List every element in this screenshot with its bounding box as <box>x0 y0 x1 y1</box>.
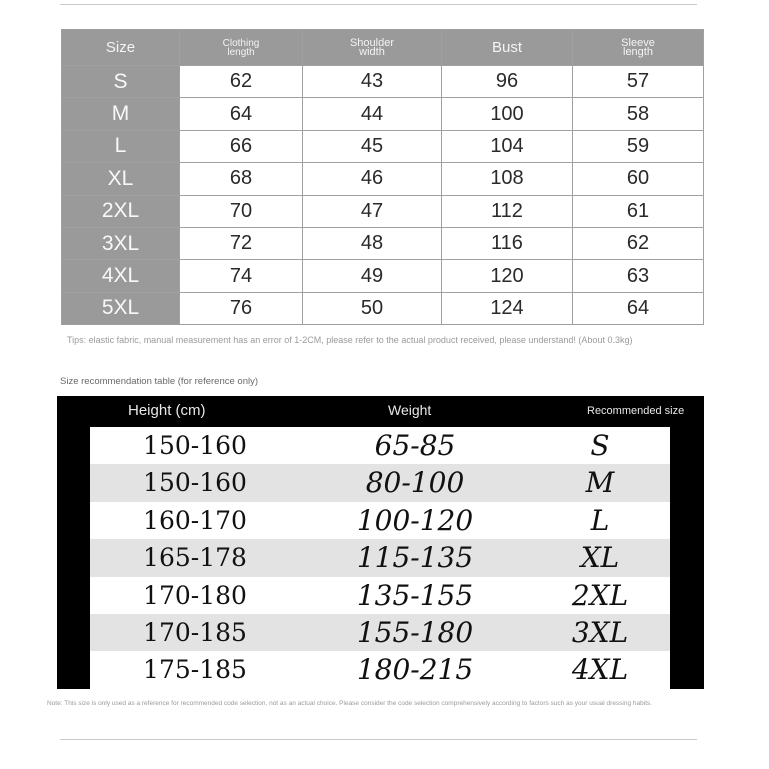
cell-weight: 115-135 <box>356 541 474 575</box>
cell-sleeve-length: 62 <box>573 227 704 259</box>
cell-size: 3XL <box>571 615 629 649</box>
cell-size: M <box>585 466 615 500</box>
cell-shoulder-width: 47 <box>303 195 442 227</box>
cell-weight: 65-85 <box>374 429 456 462</box>
cell-sleeve-length: 64 <box>573 292 704 324</box>
cell-size: 2XL <box>62 195 180 227</box>
header-sleeve-length-line1: Sleeve <box>621 36 655 49</box>
cell-height: 165-178 <box>143 543 247 573</box>
header-clothing-length-line2: length <box>227 46 255 58</box>
cell-clothing-length: 68 <box>180 163 303 195</box>
header-recommended-size: Recommended size <box>587 405 685 417</box>
table-row <box>62 292 704 324</box>
cell-shoulder-width: 44 <box>303 98 442 130</box>
cell-height: 170-185 <box>143 617 247 647</box>
cell-sleeve-length: 59 <box>573 130 704 162</box>
cell-sleeve-length: 60 <box>573 163 704 195</box>
cell-height: 160-170 <box>143 505 247 535</box>
table-row <box>62 227 704 259</box>
header-shoulder-width-line1: Shoulder <box>349 36 395 49</box>
table-row <box>90 614 670 651</box>
cell-bust: 120 <box>442 260 573 292</box>
table-row <box>62 163 704 195</box>
cell-size: M <box>62 98 180 130</box>
recommendation-table <box>57 396 704 689</box>
cell-clothing-length: 76 <box>180 292 303 324</box>
cell-shoulder-width: 48 <box>303 227 442 259</box>
bottom-divider <box>60 739 697 740</box>
header-clothing-length-line1: Clothing <box>222 37 260 49</box>
size-chart-body <box>62 66 704 325</box>
cell-weight: 155-180 <box>356 615 474 649</box>
cell-shoulder-width: 46 <box>303 163 442 195</box>
cell-bust: 108 <box>442 163 573 195</box>
table-row <box>90 539 670 576</box>
cell-clothing-length: 66 <box>180 130 303 162</box>
table-row <box>62 66 704 98</box>
cell-sleeve-length: 57 <box>573 66 704 98</box>
cell-sleeve-length: 58 <box>573 98 704 130</box>
cell-weight: 135-155 <box>356 578 474 612</box>
cell-size: 5XL <box>62 292 180 324</box>
cell-size: 3XL <box>62 227 180 259</box>
cell-size: L <box>590 503 610 537</box>
cell-bust: 124 <box>442 292 573 324</box>
cell-shoulder-width: 49 <box>303 260 442 292</box>
cell-size: XL <box>580 541 620 575</box>
cell-clothing-length: 62 <box>180 66 303 98</box>
cell-size: XL <box>62 163 180 195</box>
recommendation-caption: Size recommendation table (for reference only) <box>60 376 259 387</box>
table-row <box>62 195 704 227</box>
recommendation-body <box>90 427 670 689</box>
cell-clothing-length: 72 <box>180 227 303 259</box>
cell-sleeve-length: 63 <box>573 260 704 292</box>
tips-text: Tips: elastic fabric, manual measurement has an error of 1-2CM, please refer to the actual product received, please understand! (About 0.3kg) <box>67 335 633 345</box>
top-divider <box>60 4 697 5</box>
cell-size: S <box>62 66 180 98</box>
cell-bust: 116 <box>442 227 573 259</box>
cell-shoulder-width: 45 <box>303 130 442 162</box>
cell-height: 150-160 <box>143 468 247 498</box>
cell-clothing-length: 74 <box>180 260 303 292</box>
cell-height: 150-160 <box>143 431 247 460</box>
header-weight: Weight <box>388 402 432 418</box>
table-row <box>62 98 704 130</box>
cell-bust: 96 <box>442 66 573 98</box>
cell-weight: 80-100 <box>365 466 465 500</box>
cell-shoulder-width: 50 <box>303 292 442 324</box>
cell-sleeve-length: 61 <box>573 195 704 227</box>
size-chart-header-row <box>62 30 704 66</box>
header-shoulder-width-line2: width <box>359 45 385 58</box>
cell-bust: 104 <box>442 130 573 162</box>
header-shoulder-width <box>303 30 442 66</box>
cell-clothing-length: 70 <box>180 195 303 227</box>
size-chart-table <box>61 29 704 325</box>
header-sleeve-length <box>573 30 704 66</box>
cell-size: 4XL <box>62 260 180 292</box>
table-row <box>90 464 670 501</box>
table-row <box>90 577 670 614</box>
table-row <box>62 130 704 162</box>
note-text: Note: This size is only used as a reference for recommended code selection, not as an actual choice. Please consider the code selection comprehensively according to factors such as your usual dressing habits. <box>47 700 653 707</box>
cell-size: L <box>62 130 180 162</box>
cell-height: 170-180 <box>143 580 247 610</box>
cell-weight: 100-120 <box>356 503 474 537</box>
header-sleeve-length-line2: length <box>623 45 653 58</box>
cell-clothing-length: 64 <box>180 98 303 130</box>
table-row <box>90 427 670 464</box>
table-row <box>62 260 704 292</box>
recommendation-header-row <box>57 396 704 426</box>
cell-bust: 100 <box>442 98 573 130</box>
cell-weight: 180-215 <box>356 653 474 687</box>
header-bust: Bust <box>442 30 573 66</box>
cell-shoulder-width: 43 <box>303 66 442 98</box>
table-row <box>90 502 670 539</box>
header-size: Size <box>62 30 180 66</box>
cell-bust: 112 <box>442 195 573 227</box>
header-clothing-length <box>180 30 303 66</box>
table-row <box>90 651 670 688</box>
cell-size: S <box>590 429 610 462</box>
cell-size: 2XL <box>571 578 629 612</box>
cell-height: 175-185 <box>143 655 247 685</box>
cell-size: 4XL <box>571 653 629 687</box>
header-height: Height (cm) <box>128 402 206 419</box>
